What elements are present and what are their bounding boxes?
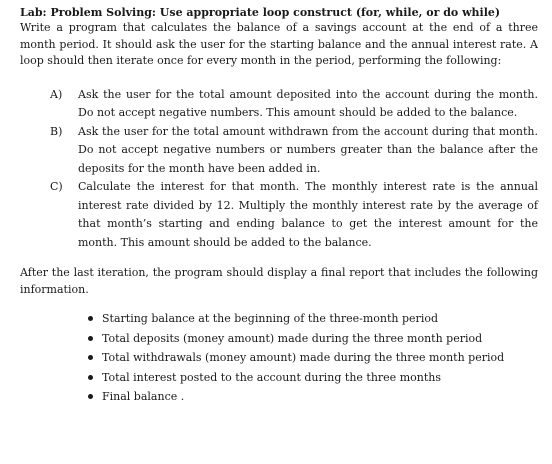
intro-paragraph: Write a program that calculates the balance of a savings account at the end of a three month period. It should ask the user for the starting balance and the annual interest rate. A loop should then iterate once for every month in the period, performing the following:: [20, 21, 538, 67]
step-text: Calculate the interest for that month. The monthly interest rate is the annual interest rate divided by 12. Multiply the monthly interest rate by the average of that month’s starting and ending balance to get the interest amount for the month. This amount should be added to the balance.: [78, 180, 538, 249]
step-text: Ask the user for the total amount withdrawn from the account during that month. Do not accept negative numbers or numbers greater than the balance after the deposits for the month have been added in.: [78, 124, 538, 175]
report-item-text: Total interest posted to the account during the three months: [102, 370, 441, 384]
report-item-text: Final balance .: [102, 390, 185, 403]
report-item-text: Starting balance at the beginning of the three-month period: [102, 312, 438, 325]
step-letter: A): [50, 87, 63, 101]
list-item: [84, 309, 538, 329]
step-item-a: [50, 86, 538, 123]
report-item-text: Total withdrawals (money amount) made during the three month period: [102, 351, 505, 364]
list-item: [84, 387, 538, 407]
list-item: [84, 368, 538, 388]
list-item: [84, 348, 538, 368]
lab-title: Lab: Problem Solving: Use appropriate loop construct (for, while, or do while): [20, 6, 501, 19]
step-letter: C): [50, 180, 63, 193]
step-letter: B): [50, 124, 63, 138]
report-bullet-list: [20, 309, 538, 407]
step-text: Ask the user for the total amount deposited into the account during the month. Do not accept negative numbers. This amount should be added to the balance.: [78, 87, 538, 119]
final-report-paragraph: After the last iteration, the program should display a final report that includes the following information.: [20, 266, 538, 296]
list-item: [84, 329, 538, 349]
report-item-text: Total deposits (money amount) made during the three month period: [102, 331, 483, 345]
loop-steps-list: [20, 86, 538, 253]
step-item-b: [50, 123, 538, 179]
step-item-c: [50, 178, 538, 252]
